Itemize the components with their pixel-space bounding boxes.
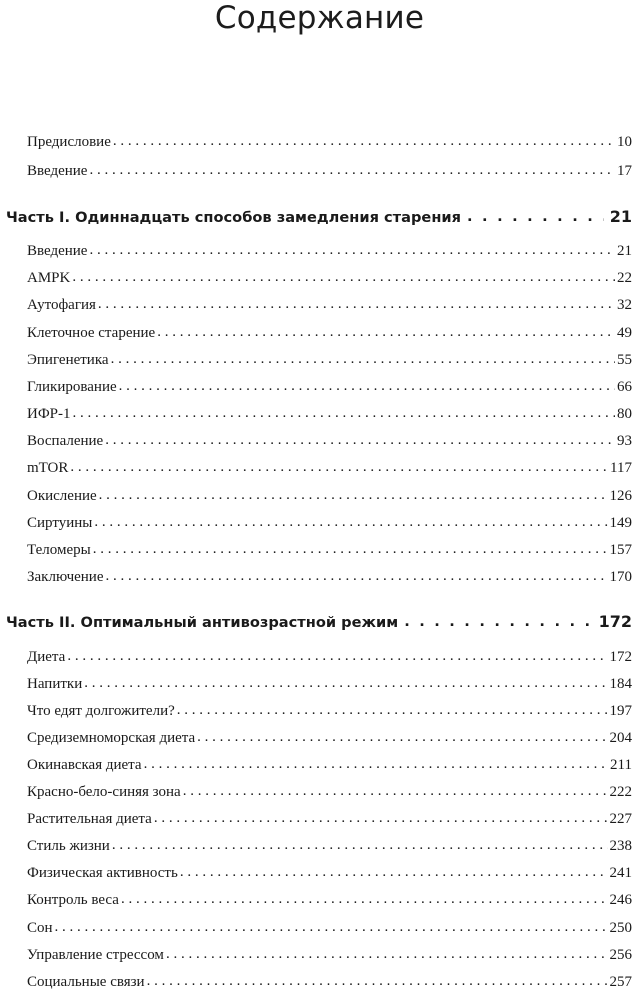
dot-leader xyxy=(154,808,608,823)
toc-entry-title: Сон xyxy=(27,920,53,936)
toc-entry-page: 238 xyxy=(609,838,632,854)
toc-entry-title: ИФР-1 xyxy=(27,406,71,422)
dot-leader xyxy=(112,835,608,850)
toc-entry-title: Окинавская диета xyxy=(27,757,142,773)
toc-entry[interactable] xyxy=(27,835,632,856)
dot-leader xyxy=(119,376,615,391)
toc-entry-title: Введение xyxy=(27,163,88,179)
toc-entry[interactable] xyxy=(27,539,632,560)
dot-leader xyxy=(157,322,615,337)
toc-entry-page: 250 xyxy=(609,920,632,936)
page-title: Содержание xyxy=(214,0,425,36)
toc-entry[interactable] xyxy=(27,322,632,343)
dot-leader xyxy=(183,781,608,796)
dot-leader xyxy=(98,294,615,309)
dot-leader xyxy=(67,646,607,661)
toc-entry-page: 204 xyxy=(609,730,632,746)
toc-entry-page: 149 xyxy=(609,515,632,531)
toc-entry-page: 184 xyxy=(609,676,632,692)
toc-entry[interactable] xyxy=(27,700,632,721)
toc-entry-title: Окисление xyxy=(27,488,97,504)
toc-entry[interactable] xyxy=(27,131,632,152)
dot-leader xyxy=(99,485,608,500)
toc-entry[interactable] xyxy=(27,971,632,992)
toc-entry-page: 21 xyxy=(617,243,632,259)
toc-entry[interactable] xyxy=(27,457,632,478)
toc-entry-page: 80 xyxy=(617,406,632,422)
toc-entry-page: 93 xyxy=(617,433,632,449)
toc-entry[interactable] xyxy=(27,349,632,370)
dot-leader xyxy=(113,131,615,146)
toc-entry-page: 257 xyxy=(609,974,632,990)
toc-entry[interactable] xyxy=(27,566,632,587)
dot-leader xyxy=(177,700,608,715)
toc-entry-page: 157 xyxy=(609,542,632,558)
dot-leader xyxy=(166,944,608,959)
toc-entry-page: 117 xyxy=(610,460,632,476)
dot-leader xyxy=(89,160,615,175)
toc-entry-page: 10 xyxy=(617,134,632,150)
toc-entry-page: 170 xyxy=(609,569,632,585)
toc-entry-page: 66 xyxy=(617,379,632,395)
dot-leader xyxy=(55,917,608,932)
toc-entry-page: 32 xyxy=(617,297,632,313)
toc-entry-title: Гликирование xyxy=(27,379,117,395)
dot-leader xyxy=(105,430,615,445)
dot-leader xyxy=(404,612,592,627)
toc-entry-page: 22 xyxy=(617,270,632,286)
toc-entry-page: 241 xyxy=(609,865,632,881)
toc-entry-title: Введение xyxy=(27,243,88,259)
toc-entry-title: Средиземноморская диета xyxy=(27,730,196,746)
dot-leader xyxy=(72,267,615,282)
toc-entry-title: Растительная диета xyxy=(27,811,152,827)
toc-entry-page: 49 xyxy=(617,325,632,341)
toc-entry[interactable] xyxy=(27,727,632,748)
toc-entry-title: Физическая активность xyxy=(27,865,178,881)
toc-entry[interactable] xyxy=(27,294,632,315)
toc-entry[interactable] xyxy=(27,485,632,506)
dot-leader xyxy=(73,403,615,418)
toc-entry[interactable] xyxy=(27,646,632,667)
toc-entry-title: Стиль жизни xyxy=(27,838,110,854)
toc-entry-title: Аутофагия xyxy=(27,297,96,313)
toc-entry-title: Заключение xyxy=(27,569,104,585)
toc-entry-title: Воспаление xyxy=(27,433,104,449)
toc-entry-page: 211 xyxy=(610,757,632,773)
toc-part-title: Часть II. Оптимальный антивозрастной режим xyxy=(6,614,399,631)
toc-entry[interactable] xyxy=(27,808,632,829)
toc-entry-title: Клеточное старение xyxy=(27,325,156,341)
toc-entry-title: mTOR xyxy=(27,460,69,476)
toc-entry[interactable] xyxy=(27,267,632,288)
dot-leader xyxy=(144,754,608,769)
toc-entry[interactable] xyxy=(27,430,632,451)
toc-entry-title: Предисловие xyxy=(27,134,111,150)
toc-entry[interactable] xyxy=(27,754,632,775)
toc-entry[interactable] xyxy=(27,512,632,533)
toc-entry[interactable] xyxy=(27,403,632,424)
toc-entry-title: Напитки xyxy=(27,676,83,692)
toc-entry[interactable] xyxy=(27,862,632,883)
toc-entry-title: AMPK xyxy=(27,270,71,286)
dot-leader xyxy=(94,512,607,527)
toc-entry-title: Теломеры xyxy=(27,542,91,558)
toc-entry-page: 55 xyxy=(617,352,632,368)
toc-entry-page: 197 xyxy=(609,703,632,719)
toc-part-heading[interactable] xyxy=(6,612,632,633)
toc-entry-title: Сиртуины xyxy=(27,515,93,531)
toc-entry-page: 17 xyxy=(617,163,632,179)
dot-leader xyxy=(70,457,608,472)
toc-entry[interactable] xyxy=(27,889,632,910)
toc-entry[interactable] xyxy=(27,240,632,261)
dot-leader xyxy=(121,889,608,904)
dot-leader xyxy=(89,240,615,255)
toc-entry-title: Эпигенетика xyxy=(27,352,109,368)
toc-entry-page: 126 xyxy=(609,488,632,504)
toc-entry-title: Диета xyxy=(27,649,66,665)
toc-entry[interactable] xyxy=(27,944,632,965)
toc-entry[interactable] xyxy=(27,917,632,938)
toc-part-page: 21 xyxy=(609,207,632,226)
toc-entry[interactable] xyxy=(27,673,632,694)
toc-entry-page: 222 xyxy=(609,784,632,800)
dot-leader xyxy=(93,539,608,554)
toc-entry-page: 227 xyxy=(609,811,632,827)
toc-entry[interactable] xyxy=(27,781,632,802)
toc-part-title: Часть I. Одиннадцать способов замедления старения xyxy=(6,209,462,226)
toc-entry-page: 256 xyxy=(609,947,632,963)
toc-entry-title: Что едят долгожители? xyxy=(27,703,175,719)
toc-part-page: 172 xyxy=(598,612,632,631)
dot-leader xyxy=(111,349,615,364)
dot-leader xyxy=(180,862,608,877)
toc-entry-title: Красно-бело-синяя зона xyxy=(27,784,181,800)
toc-entry-page: 172 xyxy=(609,649,632,665)
toc-entry-title: Социальные связи xyxy=(27,974,145,990)
toc-entry[interactable] xyxy=(27,376,632,397)
dot-leader xyxy=(197,727,607,742)
toc-entry[interactable] xyxy=(27,160,632,181)
dot-leader xyxy=(106,566,608,581)
toc-entry-page: 246 xyxy=(609,892,632,908)
toc-entry-title: Управление стрессом xyxy=(27,947,164,963)
dot-leader xyxy=(467,207,604,222)
dot-leader xyxy=(147,971,608,986)
dot-leader xyxy=(84,673,607,688)
toc-entry-title: Контроль веса xyxy=(27,892,119,908)
toc-part-heading[interactable] xyxy=(6,207,632,228)
